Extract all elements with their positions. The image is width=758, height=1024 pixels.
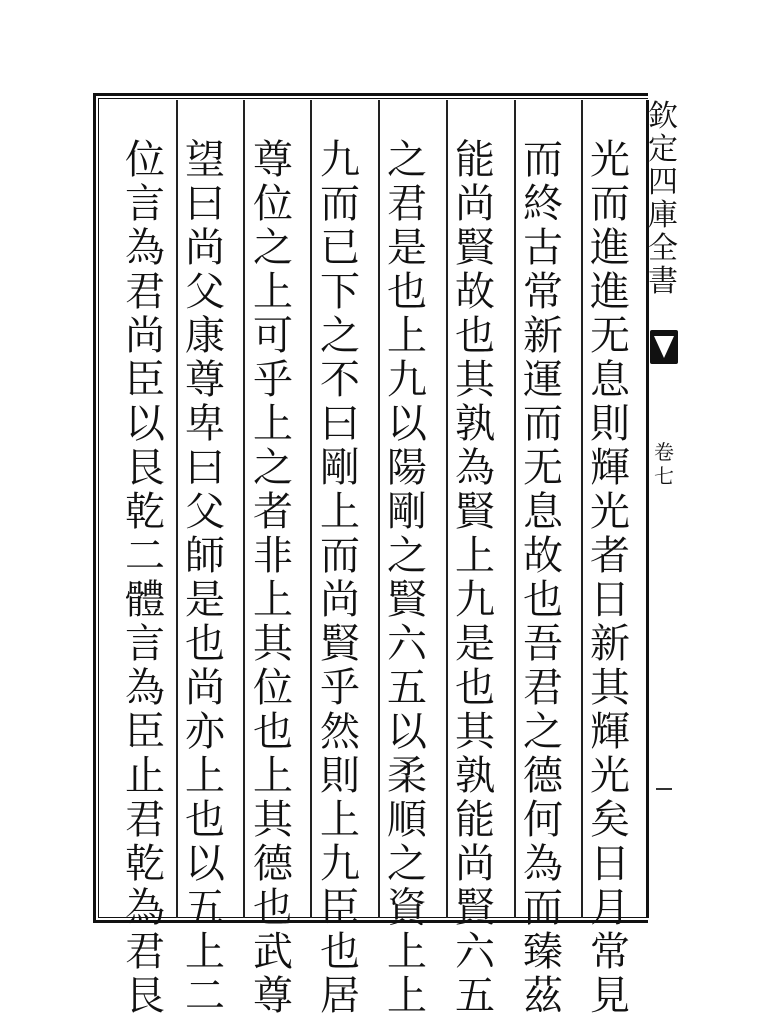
character: 也 bbox=[253, 885, 293, 931]
character: 六 bbox=[387, 621, 427, 667]
character: 新 bbox=[590, 621, 630, 667]
text-column-1 bbox=[586, 137, 634, 1019]
character: 是 bbox=[387, 225, 427, 271]
character: 尚 bbox=[320, 577, 360, 623]
character: 尊 bbox=[253, 137, 293, 183]
character: 為 bbox=[455, 445, 495, 491]
character: 乎 bbox=[320, 665, 360, 711]
character: 是 bbox=[455, 621, 495, 667]
character: 曰 bbox=[185, 445, 225, 491]
character: 常 bbox=[523, 269, 563, 315]
character: 君 bbox=[125, 929, 165, 975]
character: 也 bbox=[185, 797, 225, 843]
character: 賢 bbox=[455, 225, 495, 271]
character: 息 bbox=[590, 357, 630, 403]
character: 也 bbox=[455, 665, 495, 711]
character: 尚 bbox=[125, 313, 165, 359]
character: 上 bbox=[455, 533, 495, 579]
character: 艮 bbox=[125, 445, 165, 491]
character: 君 bbox=[125, 797, 165, 843]
character: 五 bbox=[387, 665, 427, 711]
character: 光 bbox=[590, 489, 630, 535]
character: 之 bbox=[253, 225, 293, 271]
character: 息 bbox=[523, 489, 563, 535]
character: 故 bbox=[523, 533, 563, 579]
character: 上 bbox=[320, 489, 360, 535]
character: 新 bbox=[523, 313, 563, 359]
character: 也 bbox=[523, 577, 563, 623]
character: 賢 bbox=[320, 621, 360, 667]
character: 賢 bbox=[387, 577, 427, 623]
character: 欽 bbox=[648, 99, 678, 134]
character: 之 bbox=[253, 445, 293, 491]
fishtail-mark bbox=[650, 330, 678, 364]
character: 其 bbox=[590, 665, 630, 711]
character: 九 bbox=[387, 357, 427, 403]
column-rule bbox=[514, 100, 516, 918]
character: 无 bbox=[590, 313, 630, 359]
character: 上 bbox=[320, 797, 360, 843]
character: 為 bbox=[125, 225, 165, 271]
column-rule bbox=[446, 100, 448, 918]
character: 艮 bbox=[125, 973, 165, 1019]
character: 則 bbox=[320, 753, 360, 799]
character: 九 bbox=[320, 137, 360, 183]
character: 為 bbox=[125, 885, 165, 931]
character: 而 bbox=[523, 401, 563, 447]
character: 陽 bbox=[387, 445, 427, 491]
text-column-3 bbox=[451, 137, 499, 1019]
character: 不 bbox=[320, 357, 360, 403]
character: 而 bbox=[590, 181, 630, 227]
character: 四 bbox=[648, 165, 678, 200]
character: 輝 bbox=[590, 445, 630, 491]
character: 乾 bbox=[125, 489, 165, 535]
character: 則 bbox=[590, 401, 630, 447]
character: 順 bbox=[387, 797, 427, 843]
character: 為 bbox=[523, 841, 563, 887]
character: 之 bbox=[320, 313, 360, 359]
character: 資 bbox=[387, 885, 427, 931]
character: 定 bbox=[648, 132, 678, 167]
character: 孰 bbox=[455, 753, 495, 799]
character: 矣 bbox=[590, 797, 630, 843]
character: 上 bbox=[253, 577, 293, 623]
character: 君 bbox=[125, 269, 165, 315]
character: 其 bbox=[253, 621, 293, 667]
character: 君 bbox=[523, 665, 563, 711]
character: 曰 bbox=[320, 401, 360, 447]
character: 尚 bbox=[185, 225, 225, 271]
margin-tick bbox=[656, 788, 672, 790]
character: 上 bbox=[387, 929, 427, 975]
character: 可 bbox=[253, 313, 293, 359]
character: 言 bbox=[125, 621, 165, 667]
character: 其 bbox=[455, 357, 495, 403]
character: 者 bbox=[253, 489, 293, 535]
character: 也 bbox=[185, 621, 225, 667]
character: 康 bbox=[185, 313, 225, 359]
character: 柔 bbox=[387, 753, 427, 799]
character: 是 bbox=[185, 577, 225, 623]
character: 尚 bbox=[455, 841, 495, 887]
character: 庫 bbox=[648, 198, 678, 233]
character: 上 bbox=[387, 973, 427, 1019]
character: 父 bbox=[185, 489, 225, 535]
text-column-7 bbox=[181, 137, 229, 1019]
character: 然 bbox=[320, 709, 360, 755]
character: 曰 bbox=[185, 181, 225, 227]
column-rule bbox=[176, 100, 178, 918]
character: 而 bbox=[320, 533, 360, 579]
character: 止 bbox=[125, 753, 165, 799]
character: 吾 bbox=[523, 621, 563, 667]
character: 上 bbox=[185, 929, 225, 975]
character: 下 bbox=[320, 269, 360, 315]
character: 以 bbox=[125, 401, 165, 447]
character: 全 bbox=[648, 231, 678, 266]
character: 无 bbox=[523, 445, 563, 491]
character: 乎 bbox=[253, 357, 293, 403]
character: 位 bbox=[253, 665, 293, 711]
column-rule bbox=[378, 100, 380, 918]
character: 上 bbox=[185, 753, 225, 799]
character: 父 bbox=[185, 269, 225, 315]
character: 見 bbox=[590, 973, 630, 1019]
character: 尊 bbox=[185, 357, 225, 403]
character: 為 bbox=[125, 665, 165, 711]
character: 何 bbox=[523, 797, 563, 843]
character: 而 bbox=[523, 137, 563, 183]
character: 也 bbox=[455, 313, 495, 359]
character: 者 bbox=[590, 533, 630, 579]
character: 五 bbox=[455, 973, 495, 1019]
character: 言 bbox=[125, 181, 165, 227]
character: 尚 bbox=[185, 665, 225, 711]
character: 九 bbox=[320, 841, 360, 887]
character: 之 bbox=[523, 709, 563, 755]
character: 亦 bbox=[185, 709, 225, 755]
character: 臣 bbox=[125, 357, 165, 403]
character: 乾 bbox=[125, 841, 165, 887]
character: 臣 bbox=[320, 885, 360, 931]
column-rule bbox=[581, 100, 583, 918]
character: 光 bbox=[590, 137, 630, 183]
character: 位 bbox=[253, 181, 293, 227]
text-column-6 bbox=[249, 137, 297, 1019]
character: 書 bbox=[648, 264, 678, 299]
character: 尊 bbox=[253, 973, 293, 1019]
character: 尚 bbox=[455, 181, 495, 227]
character: 位 bbox=[125, 137, 165, 183]
character: 德 bbox=[253, 841, 293, 887]
character: 而 bbox=[320, 181, 360, 227]
character: 也 bbox=[387, 269, 427, 315]
text-column-2 bbox=[519, 137, 567, 1019]
character: 二 bbox=[185, 973, 225, 1019]
text-column-4 bbox=[383, 137, 431, 1019]
character: 運 bbox=[523, 357, 563, 403]
character: 賢 bbox=[455, 885, 495, 931]
character: 進 bbox=[590, 269, 630, 315]
character: 之 bbox=[387, 533, 427, 579]
character: 能 bbox=[455, 137, 495, 183]
character: 君 bbox=[387, 181, 427, 227]
character: 也 bbox=[253, 709, 293, 755]
character: 而 bbox=[523, 885, 563, 931]
character: 茲 bbox=[523, 973, 563, 1019]
character: 古 bbox=[523, 225, 563, 271]
character: 之 bbox=[387, 137, 427, 183]
character: 其 bbox=[455, 709, 495, 755]
column-rule bbox=[243, 100, 245, 918]
character: 剛 bbox=[387, 489, 427, 535]
character: 終 bbox=[523, 181, 563, 227]
character: 居 bbox=[320, 973, 360, 1019]
character: 進 bbox=[590, 225, 630, 271]
character: 臻 bbox=[523, 929, 563, 975]
character: 六 bbox=[455, 929, 495, 975]
character: 九 bbox=[455, 577, 495, 623]
character: 上 bbox=[253, 753, 293, 799]
character: 望 bbox=[185, 137, 225, 183]
character: 上 bbox=[387, 313, 427, 359]
character: 輝 bbox=[590, 709, 630, 755]
character: 孰 bbox=[455, 401, 495, 447]
margin-juan bbox=[650, 440, 678, 488]
margin-title bbox=[648, 100, 678, 298]
character: 體 bbox=[125, 577, 165, 623]
character: 已 bbox=[320, 225, 360, 271]
character: 故 bbox=[455, 269, 495, 315]
character: 光 bbox=[590, 753, 630, 799]
character: 七 bbox=[654, 464, 674, 488]
character: 也 bbox=[320, 929, 360, 975]
character: 以 bbox=[387, 709, 427, 755]
column-rule bbox=[310, 100, 312, 918]
character: 上 bbox=[253, 401, 293, 447]
character: 賢 bbox=[455, 489, 495, 535]
character: 武 bbox=[253, 929, 293, 975]
character: 日 bbox=[590, 577, 630, 623]
character: 卷 bbox=[654, 440, 674, 464]
character: 卑 bbox=[185, 401, 225, 447]
character: 二 bbox=[125, 533, 165, 579]
character: 月 bbox=[590, 885, 630, 931]
character: 上 bbox=[253, 269, 293, 315]
text-column-5 bbox=[316, 137, 364, 1019]
text-column-8 bbox=[121, 137, 169, 1019]
character: 德 bbox=[523, 753, 563, 799]
character: 師 bbox=[185, 533, 225, 579]
character: 以 bbox=[387, 401, 427, 447]
character: 剛 bbox=[320, 445, 360, 491]
character: 非 bbox=[253, 533, 293, 579]
character: 常 bbox=[590, 929, 630, 975]
character: 五 bbox=[185, 885, 225, 931]
character: 臣 bbox=[125, 709, 165, 755]
character: 之 bbox=[387, 841, 427, 887]
character: 以 bbox=[185, 841, 225, 887]
character: 日 bbox=[590, 841, 630, 887]
character: 能 bbox=[455, 797, 495, 843]
character: 其 bbox=[253, 797, 293, 843]
